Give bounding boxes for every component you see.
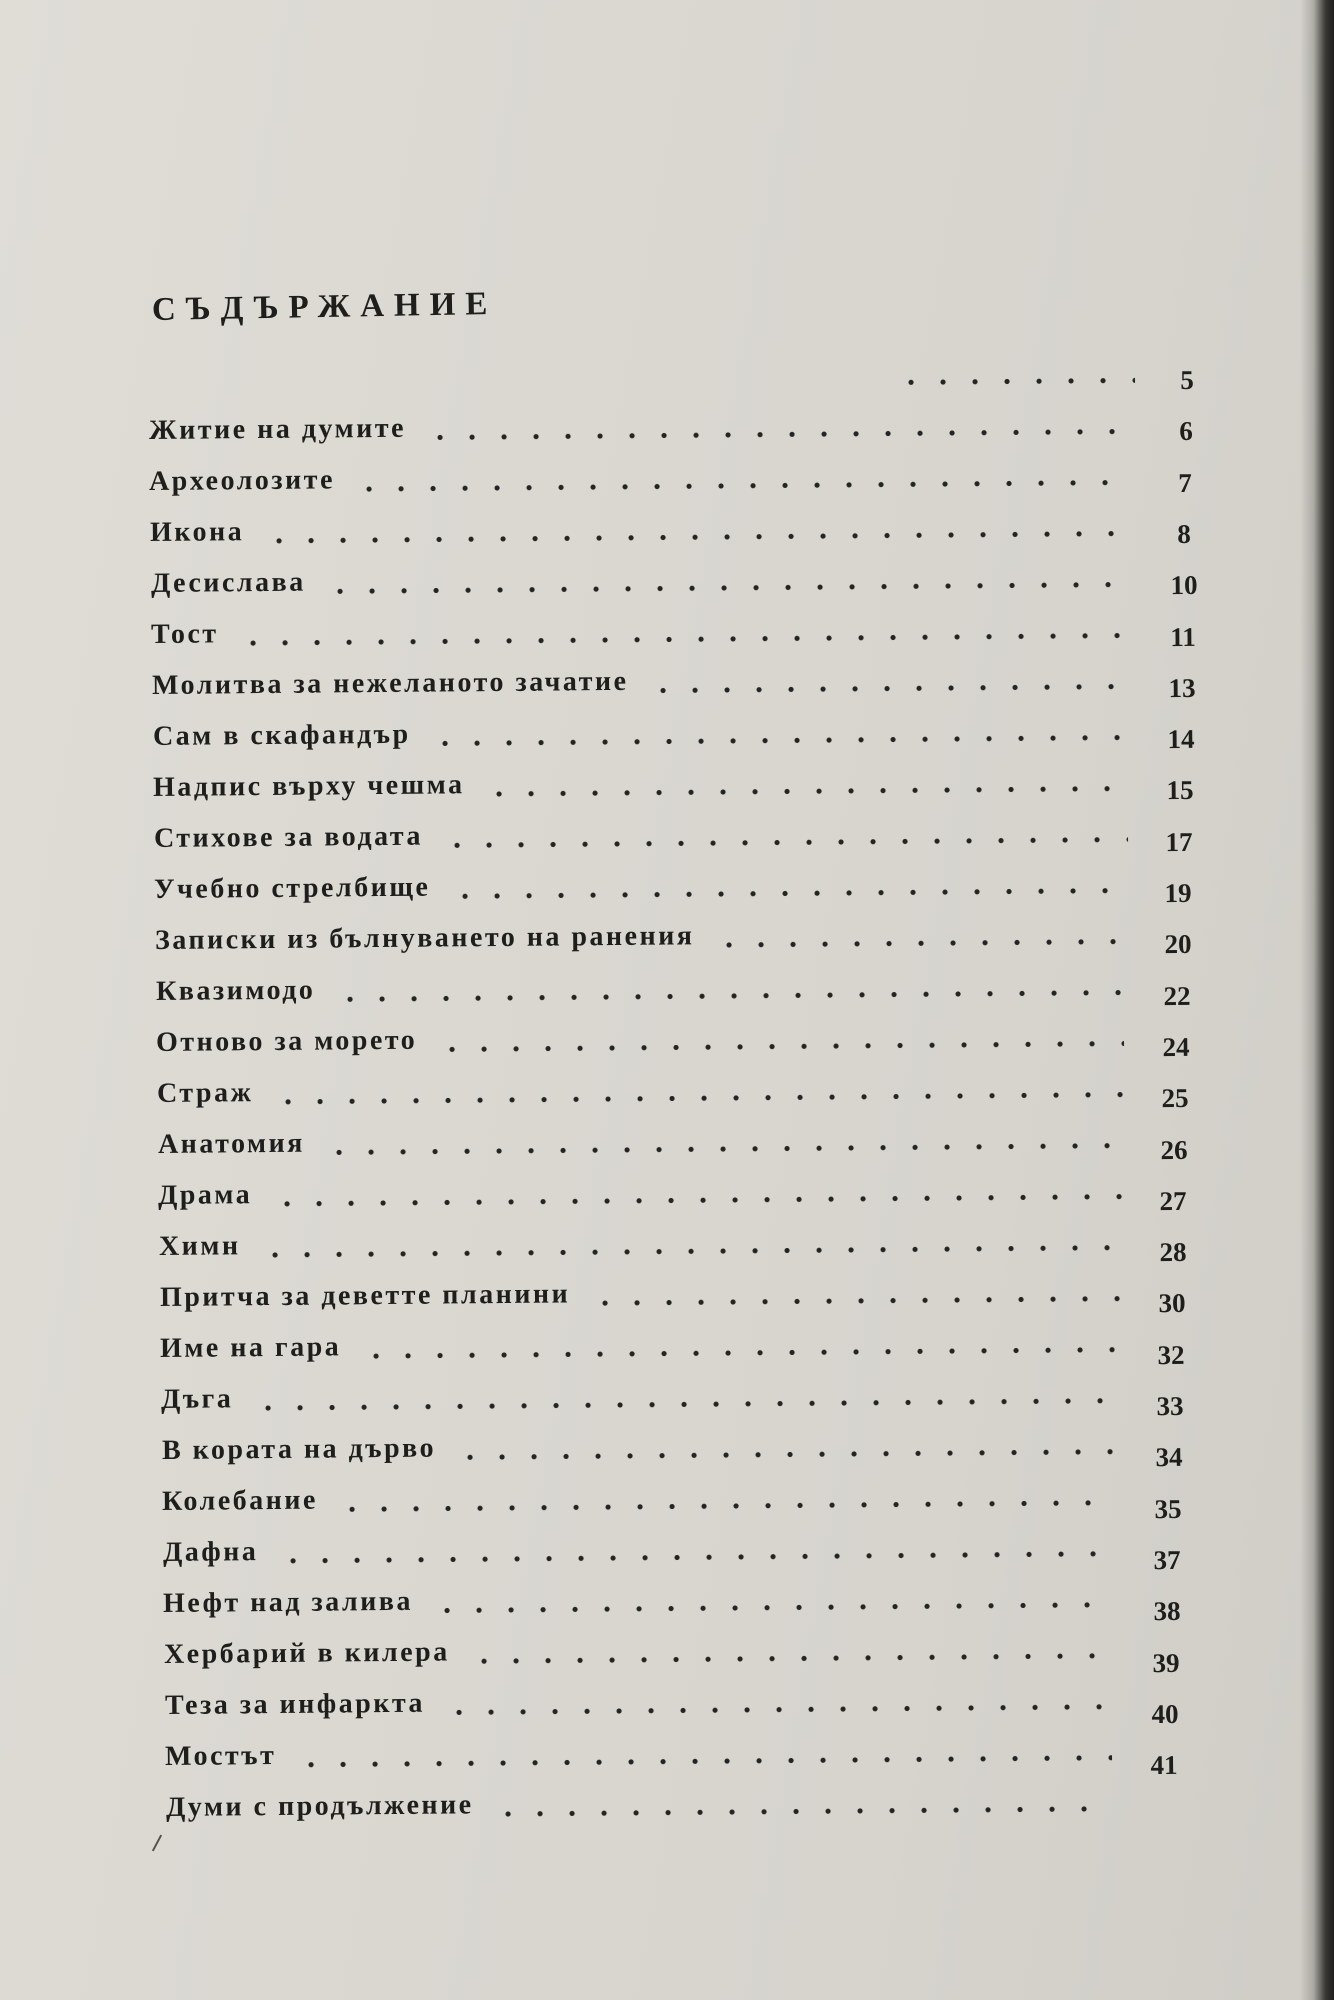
dot-leader xyxy=(263,530,1133,544)
toc-entry-title: Записки из бълнуването на ранения xyxy=(154,920,695,956)
page-number: 8 xyxy=(1177,518,1192,549)
toc-entry-title: Житие на думите xyxy=(148,412,406,446)
toc-entry xyxy=(148,402,1134,451)
toc-entry xyxy=(151,606,1131,655)
toc-entry xyxy=(157,1117,1122,1165)
page-number: 5 xyxy=(1180,364,1194,396)
toc-entry-title: Колебание xyxy=(162,1484,319,1517)
dot-leader xyxy=(276,1551,1116,1564)
toc-entry xyxy=(163,1525,1117,1573)
toc-entry-title: Надпис върху чешма xyxy=(153,769,465,803)
toc-entry-title: Дафна xyxy=(162,1536,259,1568)
page-number: 15 xyxy=(1166,775,1194,806)
toc-entry xyxy=(158,1168,1122,1216)
dot-leader xyxy=(443,1704,1114,1716)
page-number: 37 xyxy=(1153,1544,1182,1576)
toc-entry xyxy=(152,708,1129,757)
page-number: 41 xyxy=(1150,1749,1178,1781)
page-number: 10 xyxy=(1169,570,1198,601)
dot-leader xyxy=(237,632,1131,646)
toc-leader-row xyxy=(148,351,1135,400)
page-number: 14 xyxy=(1167,723,1195,755)
page-number: 28 xyxy=(1158,1236,1187,1268)
toc-entry-title: Отново за морето xyxy=(156,1024,418,1058)
toc-entry xyxy=(154,862,1127,910)
page-number: 13 xyxy=(1168,672,1196,703)
toc-entry-title: Химн xyxy=(158,1230,241,1262)
page-number: 24 xyxy=(1162,1031,1190,1063)
toc-entry xyxy=(160,1321,1119,1369)
toc-entry-title: Хербарий в килера xyxy=(163,1636,450,1670)
contents-heading: СЪДЪРЖАНИЕ xyxy=(151,285,498,328)
toc-entry xyxy=(155,913,1126,961)
dot-leader xyxy=(449,888,1127,900)
page-number: 26 xyxy=(1160,1134,1188,1165)
toc-entry-title: Теза за инфаркта xyxy=(164,1687,425,1721)
page-number: 22 xyxy=(1163,980,1191,1011)
dot-leader xyxy=(252,1398,1119,1412)
dot-leader xyxy=(432,1602,1116,1614)
page-number: 19 xyxy=(1164,877,1193,909)
dot-leader xyxy=(441,837,1128,849)
page-number: 25 xyxy=(1161,1083,1189,1114)
toc-entry-title: Стихове за водата xyxy=(153,820,423,854)
dot-leader xyxy=(333,990,1125,1003)
page-number: 30 xyxy=(1158,1288,1186,1319)
toc-entry xyxy=(156,964,1126,1012)
toc-entry-title: Име на гара xyxy=(160,1331,342,1364)
dot-leader xyxy=(454,1449,1118,1461)
toc-entry-title: Анатомия xyxy=(157,1127,305,1160)
dot-leader xyxy=(436,1041,1124,1053)
toc-entry-title: Археолозите xyxy=(149,464,336,497)
dot-leader xyxy=(354,479,1134,492)
dot-leader xyxy=(647,683,1130,693)
toc-entry-title: Притча за деветте планини xyxy=(159,1278,570,1313)
toc-entry xyxy=(161,1372,1119,1420)
toc-entry xyxy=(165,1729,1113,1777)
toc-entry-title: Десислава xyxy=(150,566,306,599)
toc-entry xyxy=(157,1066,1124,1114)
page-number: 38 xyxy=(1152,1596,1181,1627)
page-number: 20 xyxy=(1163,929,1192,960)
toc-entry-title: Учебно стрелбище xyxy=(154,871,431,905)
toc-entry xyxy=(149,453,1133,502)
toc-entry-title: В кората на дърво xyxy=(161,1432,436,1466)
toc-entry xyxy=(150,504,1133,553)
toc-entry-title: Икона xyxy=(149,516,245,548)
dot-leader xyxy=(271,1194,1122,1207)
toc-entry-title: Молитва за нежеланото зачатие xyxy=(151,665,629,701)
toc-entry-title: Квазимодо xyxy=(155,974,316,1007)
dot-leader xyxy=(424,428,1134,440)
toc-entry-title: Драма xyxy=(158,1179,253,1211)
toc-entry-title: Дъга xyxy=(160,1383,234,1415)
page-number: 33 xyxy=(1156,1390,1184,1422)
page-number: 11 xyxy=(1169,621,1196,652)
page-number: 34 xyxy=(1155,1442,1183,1473)
dot-leader xyxy=(713,939,1126,949)
toc-entry xyxy=(164,1627,1115,1675)
dot-leader xyxy=(323,1143,1123,1156)
dot-leader xyxy=(483,785,1128,797)
dot-leader xyxy=(272,1092,1124,1105)
dot-leader xyxy=(588,1296,1120,1307)
page-number: 6 xyxy=(1179,416,1194,447)
toc-entry xyxy=(162,1474,1117,1522)
toc-entry xyxy=(159,1270,1120,1318)
page-number: 17 xyxy=(1165,826,1193,857)
dot-leader xyxy=(336,1500,1117,1513)
dot-leader xyxy=(428,734,1129,746)
toc-entry-title: Тост xyxy=(151,618,219,650)
toc-entry-title: Нефт над залива xyxy=(163,1585,414,1619)
toc-entry-title: Страж xyxy=(156,1077,254,1109)
page-number: 7 xyxy=(1178,467,1193,498)
toc-entry xyxy=(165,1678,1114,1726)
toc-entry xyxy=(163,1576,1115,1624)
toc-entry-title: Мостът xyxy=(165,1740,277,1772)
toc-entry xyxy=(159,1219,1121,1267)
page-number: 27 xyxy=(1159,1185,1187,1216)
page-number: 40 xyxy=(1151,1698,1179,1729)
toc-entry xyxy=(161,1423,1118,1471)
toc-entry-title: Сам в скафандър xyxy=(152,718,411,752)
dot-leader xyxy=(360,1347,1120,1360)
dot-leader xyxy=(468,1653,1114,1665)
dot-leader xyxy=(895,377,1135,385)
page-number: 35 xyxy=(1154,1493,1182,1524)
toc-entry-title: Думи с продължение xyxy=(165,1789,474,1823)
page-number: 39 xyxy=(1152,1647,1180,1678)
toc-entry xyxy=(150,555,1131,604)
toc-entry xyxy=(154,811,1128,859)
page-number: 32 xyxy=(1157,1339,1185,1370)
dot-leader xyxy=(492,1806,1112,1817)
toc-entry xyxy=(166,1780,1112,1828)
toc-entry xyxy=(156,1015,1124,1063)
toc-entry xyxy=(152,657,1131,706)
dot-leader xyxy=(259,1245,1121,1259)
dot-leader xyxy=(295,1755,1113,1768)
dot-leader xyxy=(324,581,1132,594)
toc-entry xyxy=(153,759,1129,808)
